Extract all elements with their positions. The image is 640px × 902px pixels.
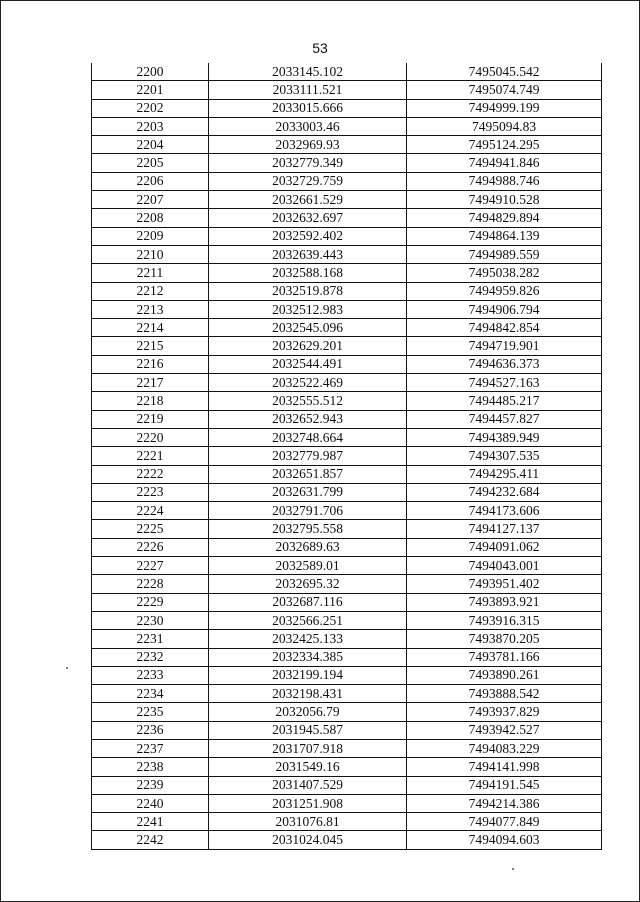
y-coordinate-cell: 7494173.606 (407, 502, 602, 520)
point-number-cell: 2211 (92, 264, 209, 282)
table-row (92, 63, 602, 81)
point-number-cell: 2216 (92, 355, 209, 373)
x-coordinate-cell: 2031407.529 (209, 776, 407, 794)
table-row (92, 99, 602, 117)
x-coordinate-cell: 2033111.521 (209, 81, 407, 99)
table-row (92, 191, 602, 209)
table-row (92, 611, 602, 629)
table-row (92, 813, 602, 831)
table-row (92, 428, 602, 446)
y-coordinate-cell: 7494910.528 (407, 191, 602, 209)
point-number-cell: 2206 (92, 172, 209, 190)
table-row (92, 282, 602, 300)
x-coordinate-cell: 2032545.096 (209, 319, 407, 337)
x-coordinate-cell: 2031549.16 (209, 758, 407, 776)
x-coordinate-cell: 2031707.918 (209, 739, 407, 757)
table-row (92, 483, 602, 501)
x-coordinate-cell: 2032687.116 (209, 593, 407, 611)
table-row (92, 337, 602, 355)
point-number-cell: 2221 (92, 447, 209, 465)
y-coordinate-cell: 7494485.217 (407, 392, 602, 410)
table-row (92, 630, 602, 648)
table-row (92, 831, 602, 849)
x-coordinate-cell: 2032555.512 (209, 392, 407, 410)
point-number-cell: 2218 (92, 392, 209, 410)
table-row (92, 465, 602, 483)
point-number-cell: 2204 (92, 136, 209, 154)
table-row (92, 538, 602, 556)
point-number-cell: 2220 (92, 428, 209, 446)
table-row (92, 172, 602, 190)
scan-speck (512, 868, 514, 870)
y-coordinate-cell: 7494295.411 (407, 465, 602, 483)
y-coordinate-cell: 7494083.229 (407, 739, 602, 757)
y-coordinate-cell: 7494094.603 (407, 831, 602, 849)
point-number-cell: 2214 (92, 319, 209, 337)
table-row (92, 794, 602, 812)
point-number-cell: 2242 (92, 831, 209, 849)
x-coordinate-cell: 2032588.168 (209, 264, 407, 282)
x-coordinate-cell: 2031251.908 (209, 794, 407, 812)
table-row (92, 703, 602, 721)
point-number-cell: 2233 (92, 666, 209, 684)
y-coordinate-cell: 7495094.83 (407, 117, 602, 135)
x-coordinate-cell: 2032512.983 (209, 300, 407, 318)
y-coordinate-cell: 7494941.846 (407, 154, 602, 172)
table-row (92, 154, 602, 172)
x-coordinate-cell: 2032779.987 (209, 447, 407, 465)
x-coordinate-cell: 2032592.402 (209, 227, 407, 245)
y-coordinate-cell: 7493890.261 (407, 666, 602, 684)
point-number-cell: 2219 (92, 410, 209, 428)
y-coordinate-cell: 7494636.373 (407, 355, 602, 373)
table-row (92, 648, 602, 666)
y-coordinate-cell: 7494389.949 (407, 428, 602, 446)
x-coordinate-cell: 2032695.32 (209, 575, 407, 593)
table-row (92, 227, 602, 245)
point-number-cell: 2212 (92, 282, 209, 300)
table-row (92, 245, 602, 263)
x-coordinate-cell: 2032544.491 (209, 355, 407, 373)
point-number-cell: 2240 (92, 794, 209, 812)
y-coordinate-cell: 7493951.402 (407, 575, 602, 593)
page-number: 53 (312, 40, 328, 56)
scan-speck (66, 667, 68, 669)
y-coordinate-cell: 7493916.315 (407, 611, 602, 629)
point-number-cell: 2226 (92, 538, 209, 556)
x-coordinate-cell: 2032056.79 (209, 703, 407, 721)
y-coordinate-cell: 7494864.139 (407, 227, 602, 245)
x-coordinate-cell: 2032779.349 (209, 154, 407, 172)
y-coordinate-cell: 7494214.386 (407, 794, 602, 812)
point-number-cell: 2222 (92, 465, 209, 483)
x-coordinate-cell: 2032748.664 (209, 428, 407, 446)
point-number-cell: 2205 (92, 154, 209, 172)
y-coordinate-cell: 7494906.794 (407, 300, 602, 318)
point-number-cell: 2223 (92, 483, 209, 501)
y-coordinate-cell: 7493870.205 (407, 630, 602, 648)
y-coordinate-cell: 7495124.295 (407, 136, 602, 154)
x-coordinate-cell: 2032198.431 (209, 685, 407, 703)
table-row (92, 410, 602, 428)
x-coordinate-cell: 2032639.443 (209, 245, 407, 263)
table-row (92, 447, 602, 465)
table-row (92, 520, 602, 538)
x-coordinate-cell: 2032791.706 (209, 502, 407, 520)
x-coordinate-cell: 2032632.697 (209, 209, 407, 227)
point-number-cell: 2241 (92, 813, 209, 831)
x-coordinate-cell: 2032689.63 (209, 538, 407, 556)
y-coordinate-cell: 7494077.849 (407, 813, 602, 831)
x-coordinate-cell: 2031076.81 (209, 813, 407, 831)
table-row (92, 776, 602, 794)
table-row (92, 209, 602, 227)
x-coordinate-cell: 2032199.194 (209, 666, 407, 684)
coordinates-table (91, 63, 602, 850)
point-number-cell: 2238 (92, 758, 209, 776)
y-coordinate-cell: 7493888.542 (407, 685, 602, 703)
point-number-cell: 2230 (92, 611, 209, 629)
x-coordinate-cell: 2033015.666 (209, 99, 407, 117)
x-coordinate-cell: 2032519.878 (209, 282, 407, 300)
point-number-cell: 2225 (92, 520, 209, 538)
x-coordinate-cell: 2032661.529 (209, 191, 407, 209)
y-coordinate-cell: 7494999.199 (407, 99, 602, 117)
y-coordinate-cell: 7494842.854 (407, 319, 602, 337)
x-coordinate-cell: 2031945.587 (209, 721, 407, 739)
point-number-cell: 2200 (92, 63, 209, 81)
table-row (92, 136, 602, 154)
point-number-cell: 2224 (92, 502, 209, 520)
table-row (92, 666, 602, 684)
x-coordinate-cell: 2032425.133 (209, 630, 407, 648)
table-row (92, 374, 602, 392)
y-coordinate-cell: 7494127.137 (407, 520, 602, 538)
y-coordinate-cell: 7494988.746 (407, 172, 602, 190)
x-coordinate-cell: 2032566.251 (209, 611, 407, 629)
point-number-cell: 2239 (92, 776, 209, 794)
table-row (92, 502, 602, 520)
x-coordinate-cell: 2033145.102 (209, 63, 407, 81)
table-row (92, 758, 602, 776)
table-row (92, 593, 602, 611)
table-row (92, 392, 602, 410)
y-coordinate-cell: 7494719.901 (407, 337, 602, 355)
y-coordinate-cell: 7494989.559 (407, 245, 602, 263)
y-coordinate-cell: 7494191.545 (407, 776, 602, 794)
table-row (92, 300, 602, 318)
y-coordinate-cell: 7494457.827 (407, 410, 602, 428)
y-coordinate-cell: 7493781.166 (407, 648, 602, 666)
point-number-cell: 2232 (92, 648, 209, 666)
x-coordinate-cell: 2033003.46 (209, 117, 407, 135)
x-coordinate-cell: 2032522.469 (209, 374, 407, 392)
x-coordinate-cell: 2031024.045 (209, 831, 407, 849)
y-coordinate-cell: 7495074.749 (407, 81, 602, 99)
point-number-cell: 2228 (92, 575, 209, 593)
y-coordinate-cell: 7495038.282 (407, 264, 602, 282)
point-number-cell: 2217 (92, 374, 209, 392)
x-coordinate-cell: 2032334.385 (209, 648, 407, 666)
table-row (92, 355, 602, 373)
point-number-cell: 2215 (92, 337, 209, 355)
table-row (92, 264, 602, 282)
x-coordinate-cell: 2032589.01 (209, 557, 407, 575)
table-row (92, 117, 602, 135)
y-coordinate-cell: 7493942.527 (407, 721, 602, 739)
y-coordinate-cell: 7494829.894 (407, 209, 602, 227)
table-row (92, 557, 602, 575)
point-number-cell: 2227 (92, 557, 209, 575)
coordinates-table-body (92, 63, 602, 849)
y-coordinate-cell: 7493937.829 (407, 703, 602, 721)
table-row (92, 319, 602, 337)
point-number-cell: 2201 (92, 81, 209, 99)
table-row (92, 739, 602, 757)
y-coordinate-cell: 7494527.163 (407, 374, 602, 392)
y-coordinate-cell: 7495045.542 (407, 63, 602, 81)
x-coordinate-cell: 2032631.799 (209, 483, 407, 501)
point-number-cell: 2209 (92, 227, 209, 245)
point-number-cell: 2203 (92, 117, 209, 135)
x-coordinate-cell: 2032969.93 (209, 136, 407, 154)
x-coordinate-cell: 2032651.857 (209, 465, 407, 483)
y-coordinate-cell: 7494043.001 (407, 557, 602, 575)
point-number-cell: 2213 (92, 300, 209, 318)
table-row (92, 81, 602, 99)
point-number-cell: 2208 (92, 209, 209, 227)
point-number-cell: 2202 (92, 99, 209, 117)
point-number-cell: 2234 (92, 685, 209, 703)
point-number-cell: 2236 (92, 721, 209, 739)
x-coordinate-cell: 2032795.558 (209, 520, 407, 538)
x-coordinate-cell: 2032729.759 (209, 172, 407, 190)
y-coordinate-cell: 7494091.062 (407, 538, 602, 556)
point-number-cell: 2229 (92, 593, 209, 611)
y-coordinate-cell: 7494959.826 (407, 282, 602, 300)
table-row (92, 685, 602, 703)
x-coordinate-cell: 2032652.943 (209, 410, 407, 428)
point-number-cell: 2231 (92, 630, 209, 648)
y-coordinate-cell: 7493893.921 (407, 593, 602, 611)
x-coordinate-cell: 2032629.201 (209, 337, 407, 355)
table-row (92, 721, 602, 739)
y-coordinate-cell: 7494141.998 (407, 758, 602, 776)
y-coordinate-cell: 7494307.535 (407, 447, 602, 465)
table-row (92, 575, 602, 593)
point-number-cell: 2237 (92, 739, 209, 757)
y-coordinate-cell: 7494232.684 (407, 483, 602, 501)
point-number-cell: 2235 (92, 703, 209, 721)
point-number-cell: 2210 (92, 245, 209, 263)
point-number-cell: 2207 (92, 191, 209, 209)
